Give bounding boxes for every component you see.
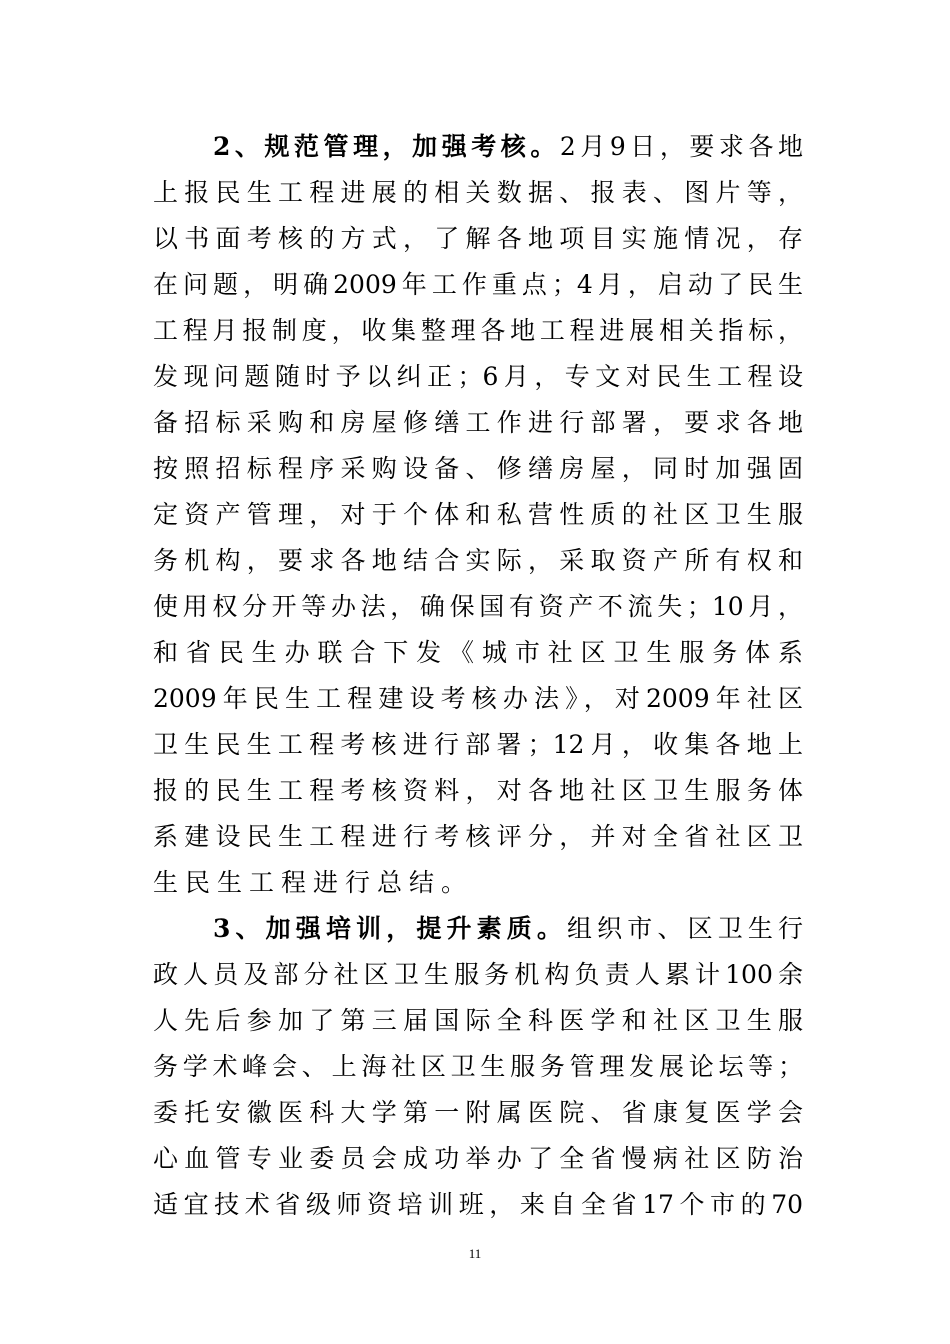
paragraph-line: 政人员及部分社区卫生服务机构负责人累计100余 <box>153 960 803 989</box>
paragraph-line: 适宜技术省级师资培训班，来自全省17个市的70 <box>153 1190 803 1219</box>
paragraph-line: 委托安徽医科大学第一附属医院、省康复医学会 <box>153 1098 803 1127</box>
paragraph-line: 以书面考核的方式，了解各地项目实施情况，存 <box>153 224 803 253</box>
page-number: 11 <box>468 1246 482 1261</box>
paragraph-line: 发现问题随时予以纠正；6月，专文对民生工程设 <box>153 362 803 391</box>
paragraph-line: 定资产管理，对于个体和私营性质的社区卫生服 <box>153 500 803 529</box>
paragraph-line: 备招标采购和房屋修缮工作进行部署，要求各地 <box>153 408 803 437</box>
paragraph-2-heading: 2、规范管理，加强考核。 <box>213 132 560 161</box>
paragraph-line: 使用权分开等办法，确保国有资产不流失；10月， <box>153 592 803 621</box>
paragraph-3-heading: 3、加强培训，提升素质。 <box>213 914 568 943</box>
paragraph-line: 2009年民生工程建设考核办法》，对2009年社区 <box>153 684 803 713</box>
paragraph-3-line-1 <box>213 906 803 952</box>
paragraph-2-line-1 <box>213 124 803 170</box>
paragraph-line: 生民生工程进行总结。 <box>153 868 474 897</box>
paragraph-line: 人先后参加了第三届国际全科医学和社区卫生服 <box>153 1006 803 1035</box>
paragraph-line: 报的民生工程考核资料，对各地社区卫生服务体 <box>153 776 803 805</box>
paragraph-line: 卫生民生工程考核进行部署；12月，收集各地上 <box>153 730 803 759</box>
paragraph-line: 工程月报制度，收集整理各地工程进展相关指标， <box>153 316 803 345</box>
paragraph-2-text: 2月9日，要求各地 <box>559 132 803 161</box>
paragraph-line: 务机构，要求各地结合实际，采取资产所有权和 <box>153 546 803 575</box>
paragraph-line: 按照招标程序采购设备、修缮房屋，同时加强固 <box>153 454 803 483</box>
paragraph-line: 上报民生工程进展的相关数据、报表、图片等， <box>153 178 803 207</box>
paragraph-line: 务学术峰会、上海社区卫生服务管理发展论坛等； <box>153 1052 803 1081</box>
paragraph-line: 系建设民生工程进行考核评分，并对全省社区卫 <box>153 822 803 851</box>
paragraph-line: 和省民生办联合下发《城市社区卫生服务体系 <box>153 638 803 667</box>
paragraph-line: 在问题，明确2009年工作重点；4月，启动了民生 <box>153 270 803 299</box>
paragraph-3-text: 组织市、区卫生行 <box>567 914 803 943</box>
paragraph-line: 心血管专业委员会成功举办了全省慢病社区防治 <box>153 1144 803 1173</box>
